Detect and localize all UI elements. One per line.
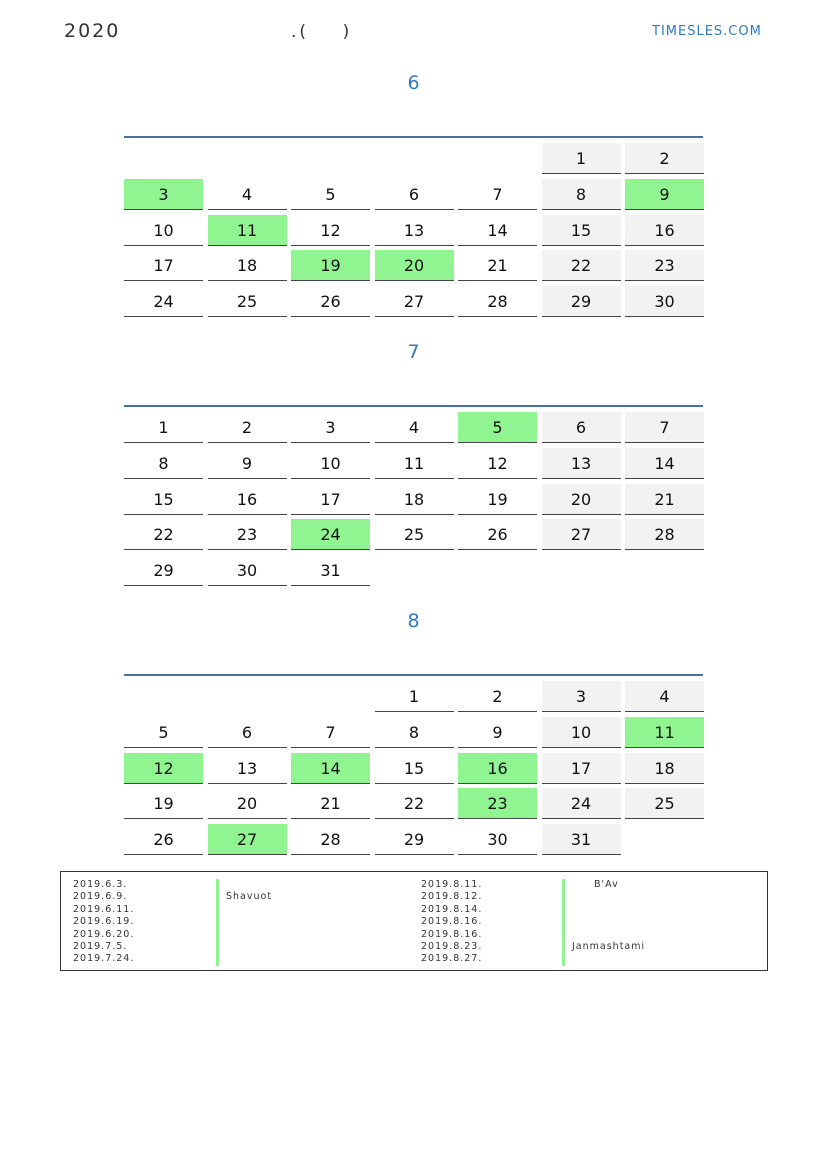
legend-holiday-name [226,904,272,916]
day-cell: 5 [124,717,203,748]
day-cell: 16 [208,484,287,515]
day-cell: 19 [291,250,370,281]
day-cell: 12 [291,215,370,246]
legend-holiday-name [572,904,645,916]
day-cell: 31 [542,824,621,855]
day-cell: 21 [625,484,704,515]
legend-holiday-name [226,879,272,891]
day-cell: 5 [458,412,537,443]
day-cell: 6 [542,412,621,443]
legend-holiday-name: Shavuot [226,891,273,903]
day-cell: 8 [542,179,621,210]
day-cell: 11 [208,215,287,246]
day-cell: 10 [542,717,621,748]
legend-date: 2019.8.12. [421,891,483,903]
legend-dates-right [421,879,482,966]
day-cell: 9 [458,717,537,748]
day-cell: 21 [458,250,537,281]
day-cell: 6 [208,717,287,748]
month-title: 8 [407,610,420,632]
legend-date: 2019.7.5. [73,940,128,952]
legend-holiday-name [572,929,645,941]
day-cell: 26 [458,519,537,550]
legend-dates-left [73,879,134,966]
day-cell: 25 [208,286,287,317]
legend-holiday-name [226,941,272,953]
day-cell: 17 [542,753,621,784]
day-cell: 1 [124,412,203,443]
legend-date: 2019.8.27. [421,953,483,965]
day-cell: 27 [375,286,454,317]
day-cell: 7 [458,179,537,210]
day-cell: 29 [375,824,454,855]
legend-holiday-name: B'Av [594,879,619,890]
day-cell: 30 [208,555,287,586]
day-cell: 20 [542,484,621,515]
day-cell: 8 [375,717,454,748]
day-cell: 20 [375,250,454,281]
day-cell: 31 [291,555,370,586]
legend-date: 2019.6.9. [73,891,128,903]
day-cell: 1 [375,681,454,712]
day-cell: 9 [208,448,287,479]
day-cell: 9 [625,179,704,210]
day-cell: 2 [625,143,704,174]
day-cell: 22 [542,250,621,281]
legend-date: 2019.6.20. [73,928,135,940]
day-cell: 15 [542,215,621,246]
legend-date: 2019.7.24. [73,953,135,965]
day-cell: 24 [542,788,621,819]
month-divider [124,136,703,138]
legend-date: 2019.8.16. [421,928,483,940]
month-title: 7 [407,341,420,363]
header-subtitle: .( ) [291,22,353,42]
day-cell: 25 [375,519,454,550]
day-cell: 4 [375,412,454,443]
day-cell: 22 [124,519,203,550]
day-cell: 13 [542,448,621,479]
legend-date: 2019.6.19. [73,916,135,928]
legend-date: 2019.6.11. [73,903,135,915]
day-cell: 16 [458,753,537,784]
day-cell: 7 [625,412,704,443]
day-cell: 28 [625,519,704,550]
legend-holiday-name [572,916,645,928]
header-year: 2020 [64,20,121,42]
day-cell: 12 [458,448,537,479]
day-cell: 27 [208,824,287,855]
day-cell: 25 [625,788,704,819]
day-cell: 15 [375,753,454,784]
day-cell: 30 [625,286,704,317]
day-cell: 24 [291,519,370,550]
day-cell: 7 [291,717,370,748]
day-cell: 24 [124,286,203,317]
day-cell: 29 [542,286,621,317]
day-cell: 28 [291,824,370,855]
day-cell: 27 [542,519,621,550]
day-cell: 30 [458,824,537,855]
legend-holiday-name [226,953,272,965]
day-cell: 23 [458,788,537,819]
legend-holiday-name [226,929,272,941]
legend-date: 2019.8.11. [421,879,483,890]
legend-date: 2019.8.14. [421,903,483,915]
day-cell: 5 [291,179,370,210]
legend-date: 2019.8.23. [421,940,483,952]
day-cell: 12 [124,753,203,784]
day-cell: 21 [291,788,370,819]
holiday-legend [60,871,768,971]
day-cell: 14 [458,215,537,246]
day-cell: 2 [458,681,537,712]
day-cell: 6 [375,179,454,210]
day-cell: 2 [208,412,287,443]
day-cell: 11 [375,448,454,479]
day-cell: 18 [208,250,287,281]
day-cell: 14 [291,753,370,784]
legend-date: 2019.8.16. [421,916,483,928]
day-cell: 28 [458,286,537,317]
day-cell: 23 [625,250,704,281]
legend-holiday-name [226,916,272,928]
day-cell: 3 [124,179,203,210]
day-cell: 10 [124,215,203,246]
day-cell: 19 [124,788,203,819]
day-cell: 23 [208,519,287,550]
day-cell: 4 [625,681,704,712]
month-title: 6 [407,72,420,94]
day-cell: 8 [124,448,203,479]
day-cell: 4 [208,179,287,210]
legend-holiday-name [572,953,645,965]
day-cell: 29 [124,555,203,586]
legend-names-right [572,879,645,966]
day-cell: 18 [625,753,704,784]
day-cell: 26 [291,286,370,317]
day-cell: 20 [208,788,287,819]
legend-holiday-name: Janmashtami [572,940,646,952]
brand-link[interactable]: TIMESLES.COM [652,24,762,39]
day-cell: 17 [124,250,203,281]
day-cell: 3 [542,681,621,712]
month-divider [124,405,703,407]
day-cell: 26 [124,824,203,855]
day-cell: 13 [375,215,454,246]
day-cell: 11 [625,717,704,748]
legend-date: 2019.6.3. [73,879,128,890]
day-cell: 19 [458,484,537,515]
legend-holiday-name [572,891,645,903]
day-cell: 13 [208,753,287,784]
legend-names-left [226,879,272,966]
day-cell: 3 [291,412,370,443]
legend-divider [216,879,219,966]
legend-divider [562,879,565,966]
day-cell: 18 [375,484,454,515]
month-divider [124,674,703,676]
day-cell: 17 [291,484,370,515]
day-cell: 22 [375,788,454,819]
day-cell: 1 [542,143,621,174]
day-cell: 15 [124,484,203,515]
day-cell: 14 [625,448,704,479]
day-cell: 10 [291,448,370,479]
day-cell: 16 [625,215,704,246]
